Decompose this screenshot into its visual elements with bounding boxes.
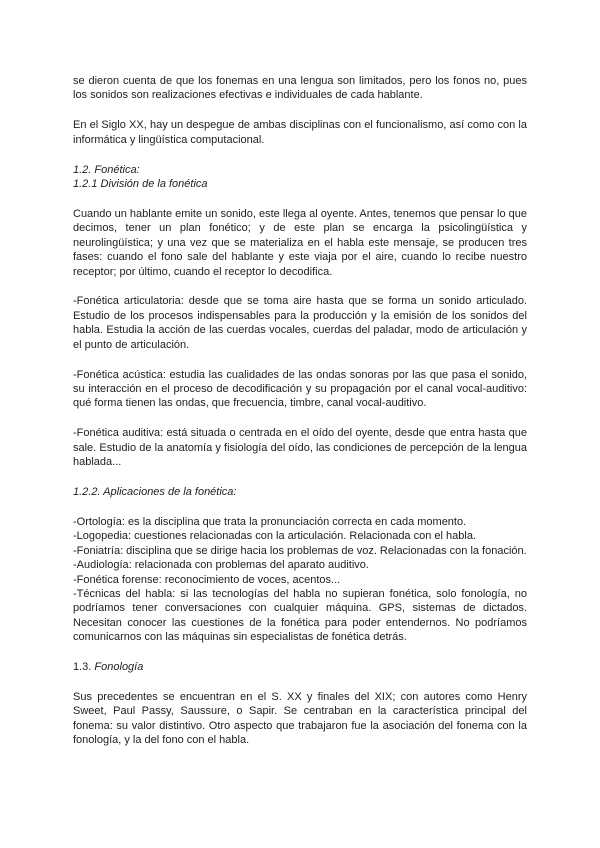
paragraph-text: -Fonética auditiva: está situada o centrada en el oído del oyente, desde que entra hasta que sale. Estudio de la anatomía y fisiología del oído, las condiciones de percepción de la lengua hablada... [73, 427, 527, 469]
paragraph-text: Sus precedentes se encuentran en el S. XX y finales del XIX; con autores como Henry Sweet, Paul Passy, Saussure, o Sapir. Se centraban en la característica principal del fonema: su valor distintivo. Otro aspecto que trabajaron fue la asociación del fonema con la fonología, y la del fono con el habla. [73, 691, 527, 747]
heading-fonetica: 1.2. Fonética: [73, 163, 140, 176]
heading-division-fonetica: 1.2.1 División de la fonética [73, 178, 208, 191]
heading-fonologia [73, 660, 527, 674]
paragraph-text: Cuando un hablante emite un sonido, este llega al oyente. Antes, tenemos que pensar lo que decimos, tener un plan fonético; y de este plan se encarga la psicolingüística y neurolingüística; y una vez que se materializa en el habla este mensaje, se producen tres fases: cuando el fono sale del hablante y este viaja por el aire, cuando lo recibe nuestro receptor; por último, cuando el receptor lo decodifica. [73, 207, 527, 278]
paragraph [73, 207, 527, 279]
applications-list [73, 515, 527, 645]
section-heading-1-2-2 [73, 485, 527, 499]
paragraph-text: En el Siglo XX, hay un despegue de ambas disciplinas con el funcionalismo, así como con la informática y lingüística computacional. [73, 119, 527, 146]
paragraph-text: -Fonética articulatoria: desde que se toma aire hasta que se forma un sonido articulado. Estudio de los procesos indispensables para la producción y la emisión de los sonidos del habla. Estudia la acción de las cuerdas vocales, cuerdas del paladar, modo de articulación y el punto de articulación. [73, 295, 527, 351]
paragraph [73, 294, 527, 352]
section-heading-1-3 [73, 660, 527, 674]
paragraph-text: -Fonética acústica: estudia las cualidades de las ondas sonoras por las que pasa el sonido, su interacción en el proceso de decodificación y su propagación por el canal vocal-auditivo: qué forma tienen las ondas, que frecuencia, timbre, canal vocal-auditivo. [73, 368, 527, 410]
document-page [73, 74, 527, 763]
list-item: -Ortología: es la disciplina que trata la pronunciación correcta en cada momento. [73, 515, 467, 528]
heading-title: Fonología [94, 661, 144, 674]
list-item: -Foniatría: disciplina que se dirige hacia los problemas de voz. Relacionadas con la fonación. [73, 544, 527, 557]
paragraph [73, 74, 527, 103]
paragraph [73, 426, 527, 469]
heading-aplicaciones: 1.2.2. Aplicaciones de la fonética: [73, 486, 237, 499]
list-item: -Fonética forense: reconocimiento de voces, acentos... [73, 573, 341, 586]
paragraph [73, 368, 527, 411]
paragraph [73, 118, 527, 147]
section-heading-1-2 [73, 163, 527, 192]
paragraph [73, 690, 527, 748]
list-item: -Audiología: relacionada con problemas del aparato auditivo. [73, 559, 369, 572]
heading-number: 1.3. [73, 661, 92, 674]
list-item: -Técnicas del habla: si las tecnologías del habla no supieran fonética, solo fonología, no podríamos tener conversaciones con cualquier máquina. GPS, sistemas de dictados. Necesitan conocer las cuestiones de la fonética para poder entendernos. No podríamos comunicarnos con las máquinas sin especialistas de fonética detrás. [73, 587, 527, 644]
paragraph-text: se dieron cuenta de que los fonemas en una lengua son limitados, pero los fonos no, pues los sonidos son realizaciones efectivas e individuales de cada hablante. [73, 75, 527, 102]
list-item: -Logopedia: cuestiones relacionadas con la articulación. Relacionada con el habla. [73, 530, 476, 543]
